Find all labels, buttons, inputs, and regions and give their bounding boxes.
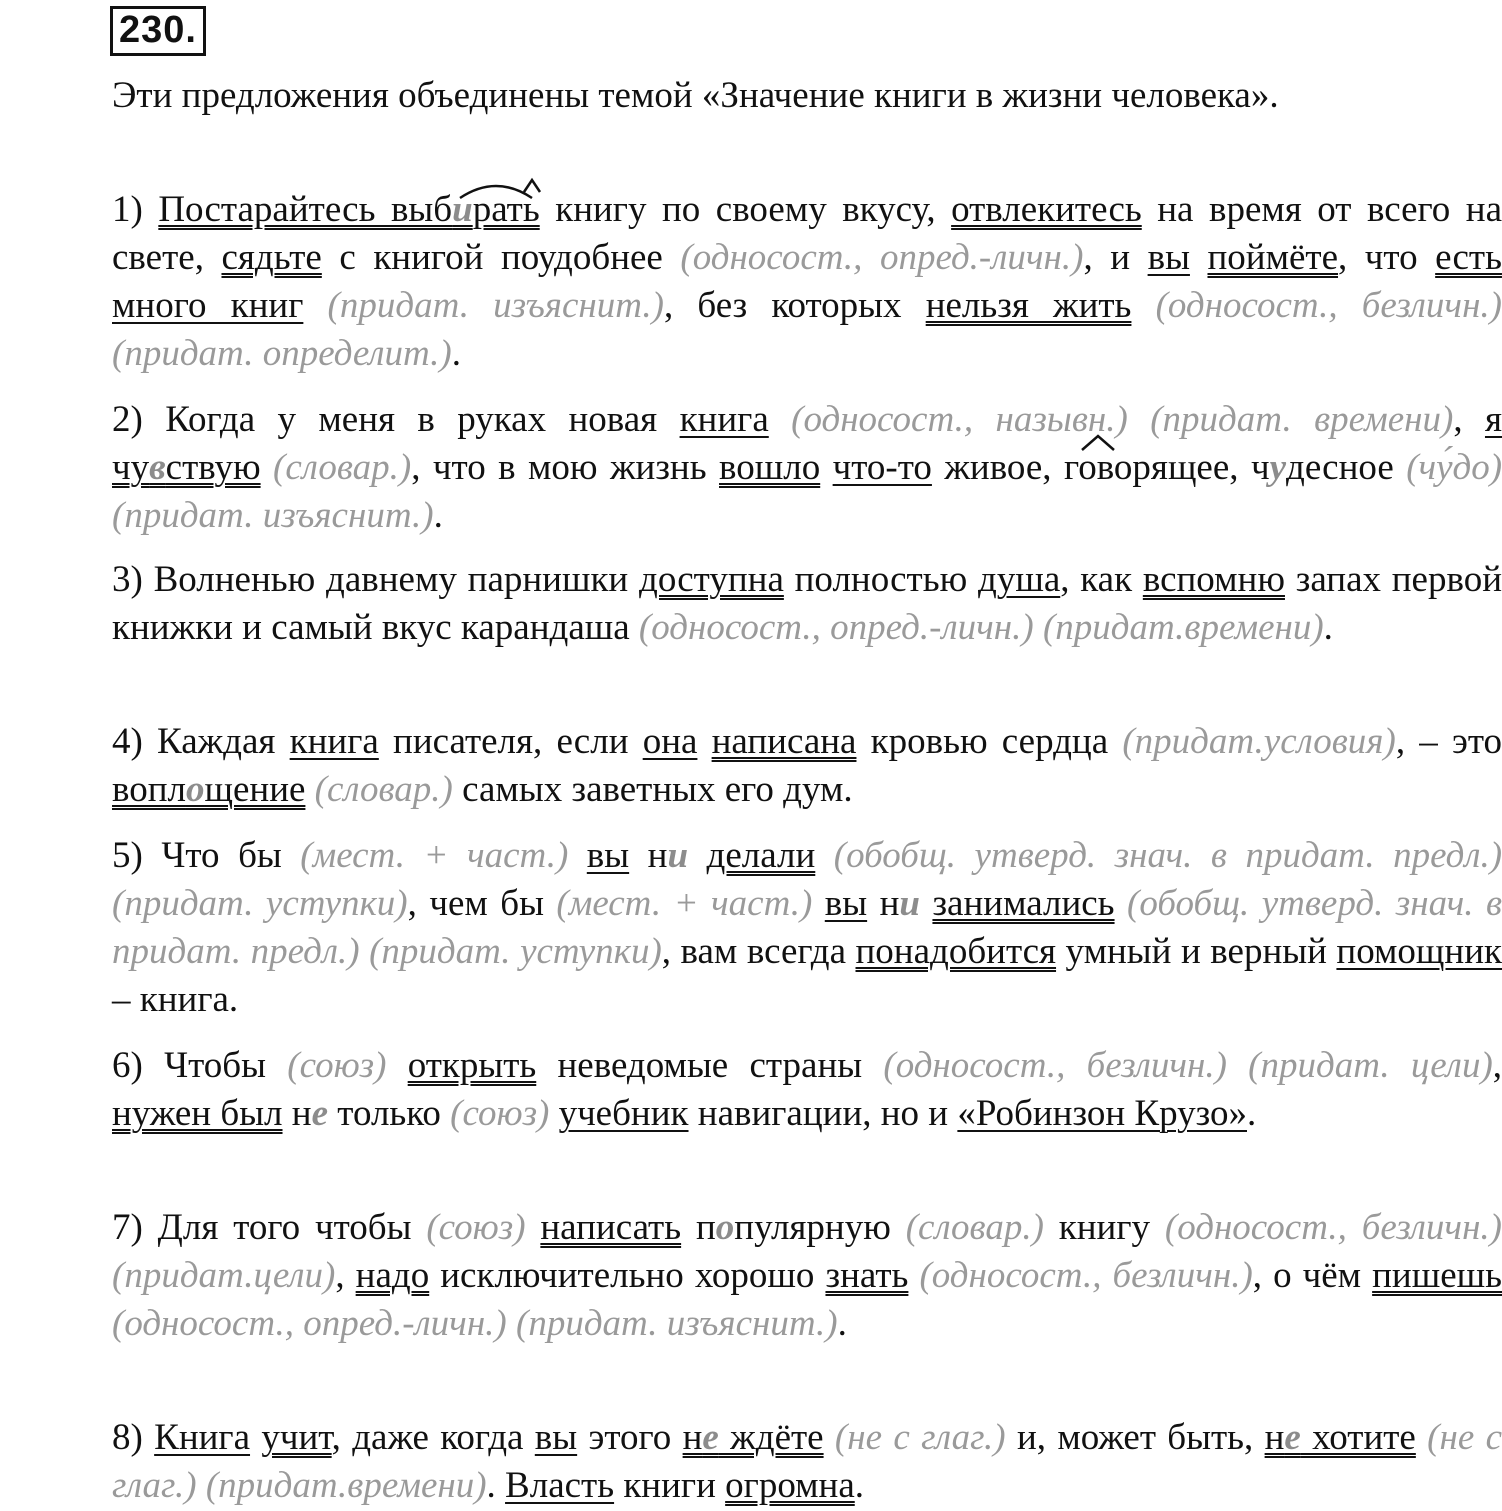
- comment: (придат. цели): [1248, 1045, 1493, 1086]
- predicate: вошло: [719, 447, 821, 488]
- comment: (придат. уступки): [112, 883, 408, 924]
- subject: книга: [679, 399, 769, 440]
- exercise-number: 230.: [110, 6, 206, 56]
- comment: (односост., безличн.): [919, 1255, 1253, 1296]
- predicate: нельзя жить: [925, 285, 1132, 326]
- comment: (односост., опред.-личн.): [680, 237, 1084, 278]
- comment: (придат. изъяснит.): [516, 1303, 838, 1344]
- comment: (не с глаг.): [834, 1417, 1006, 1458]
- comment: (придат.времени): [205, 1465, 487, 1506]
- predicate: чувствую: [112, 447, 261, 488]
- predicate: есть: [1435, 237, 1502, 278]
- comment: (односост., безличн.): [883, 1045, 1227, 1086]
- comment: (не с глаг.): [112, 1417, 1502, 1506]
- subject: «Робинзон Крузо»: [957, 1093, 1247, 1134]
- comment: (союз): [287, 1045, 387, 1086]
- predicate: огромна: [725, 1465, 855, 1506]
- comment: (придат. изъяснит.): [112, 495, 434, 536]
- predicate: поймёте: [1207, 237, 1339, 278]
- predicate: написать: [540, 1207, 682, 1248]
- comment: (обобщ. утверд. знач. в придат. предл.): [112, 883, 1502, 972]
- subject: книга: [289, 721, 379, 762]
- subject: что-то: [832, 447, 932, 488]
- subject: душа: [978, 559, 1061, 600]
- comment: (придат.цели): [112, 1255, 336, 1296]
- predicate: открыть: [407, 1045, 537, 1086]
- comment: (придат. уступки): [369, 931, 662, 972]
- comment: (придат. времени): [1150, 399, 1454, 440]
- predicate: доступна: [639, 559, 784, 600]
- sentence-5: 5) Что бы (мест. + част.) вы ни делали (обобщ. утверд. знач. в придат. предл.) (придат. уступки), чем бы (мест. + част.) вы ни занимались (обобщ. утверд. знач. в придат. предл.) (придат. уступки), вам всегда понадобится умный и верный помощник – книга.: [112, 835, 1502, 1020]
- comment: (односост., назывн.): [791, 399, 1128, 440]
- comment: (мест. + част.): [300, 835, 569, 876]
- subject: она: [642, 721, 698, 762]
- comment: (словар.): [905, 1207, 1044, 1248]
- comment: (односост., опред.-личн.): [112, 1303, 507, 1344]
- comment: (придат.времени): [1042, 607, 1324, 648]
- comment: (союз): [450, 1093, 550, 1134]
- sentence-8: 8) Книга учит, даже когда вы этого не ждёте (не с глаг.) и, может быть, не хотите (не с глаг.) (придат.времени). Власть книги огромна.: [112, 1417, 1502, 1506]
- comment: (мест. + част.): [556, 883, 813, 924]
- sentence-6: 6) Чтобы (союз) открыть неведомые страны (односост., безличн.) (придат. цели), нужен был не только (союз) учебник навигации, но и «Робинзон Крузо».: [112, 1045, 1502, 1134]
- sentence-7: 7) Для того чтобы (союз) написать популярную (словар.) книгу (односост., безличн.) (придат.цели), надо исключительно хорошо знать (односост., безличн.), о чём пишешь (односост., опред.-личн.) (придат. изъяснит.).: [112, 1207, 1502, 1344]
- subject: учебник: [558, 1093, 689, 1134]
- predicate: понадобится: [855, 931, 1057, 972]
- subject: вы: [534, 1417, 578, 1458]
- predicate: пишешь: [1372, 1255, 1502, 1296]
- predicate: надо: [355, 1255, 430, 1296]
- root-arc-mark: [456, 174, 546, 202]
- subject: вы: [824, 883, 868, 924]
- subject: Власть: [505, 1465, 615, 1506]
- predicate: отвлекитесь: [951, 189, 1142, 230]
- comment: (односост., безличн.): [1155, 285, 1502, 326]
- predicate: написана: [711, 721, 857, 762]
- subject: помощник: [1336, 931, 1502, 972]
- sentence-1: 1) Постарайтесь выбирать книгу по своему вкусу, отвлекитесь на время от всего на свете, сядьте с книгой поудобнее (односост., опред.-личн.), и вы поймёте, что есть много книг (придат. изъяснит.), без которых нельзя жить (односост., безличн.) (придат. определит.).: [112, 189, 1502, 374]
- comment: (обобщ. утверд. знач. в придат. предл.): [833, 835, 1502, 876]
- subject: я: [1484, 399, 1502, 440]
- suffix-mark: [1078, 432, 1122, 452]
- intro-paragraph: Эти предложения объединены темой «Значение книги в жизни человека».: [112, 75, 1279, 116]
- predicate: занимались: [932, 883, 1115, 924]
- comment: (придат. изъяснит.): [327, 285, 665, 326]
- predicate: вспомню: [1142, 559, 1285, 600]
- sentence-4: 4) Каждая книга писателя, если она написана кровью сердца (придат.условия), – это воплощение (словар.) самых заветных его дум.: [112, 721, 1502, 810]
- predicate: не хотите: [1264, 1417, 1416, 1458]
- predicate: не ждёте: [682, 1417, 824, 1458]
- subject: много книг: [112, 285, 304, 326]
- comment: (придат. определит.): [112, 333, 452, 374]
- comment: (придат.условия): [1122, 721, 1396, 762]
- predicate: сядьте: [221, 237, 322, 278]
- predicate: учит: [261, 1417, 332, 1458]
- predicate: знать: [825, 1255, 909, 1296]
- predicate: делали: [706, 835, 816, 876]
- subject: вы: [586, 835, 630, 876]
- predicate: Постарайтесь выбирать: [158, 189, 540, 230]
- comment: (словар.): [273, 447, 412, 488]
- predicate: нужен был: [112, 1093, 283, 1134]
- comment: (словар.): [314, 769, 453, 810]
- subject: вы: [1147, 237, 1190, 278]
- predicate: воплощение: [112, 769, 306, 810]
- comment: (чу́до): [1406, 447, 1502, 488]
- comment: (односост., опред.-личн.): [638, 607, 1034, 648]
- comment: (союз): [426, 1207, 526, 1248]
- subject: Книга: [154, 1417, 251, 1458]
- comment: (односост., безличн.): [1164, 1207, 1502, 1248]
- sentence-3: 3) Волненью давнему парнишки доступна полностью душа, как вспомню запах первой книжки и самый вкус карандаша (односост., опред.-личн.) (придат.времени).: [112, 559, 1502, 648]
- sentence-2: 2) Когда у меня в руках новая книга (односост., назывн.) (придат. времени), я чувствую (словар.), что в мою жизнь вошло что-то живое, говорящее, чудесное (чу́до) (придат. изъяснит.).: [112, 399, 1502, 536]
